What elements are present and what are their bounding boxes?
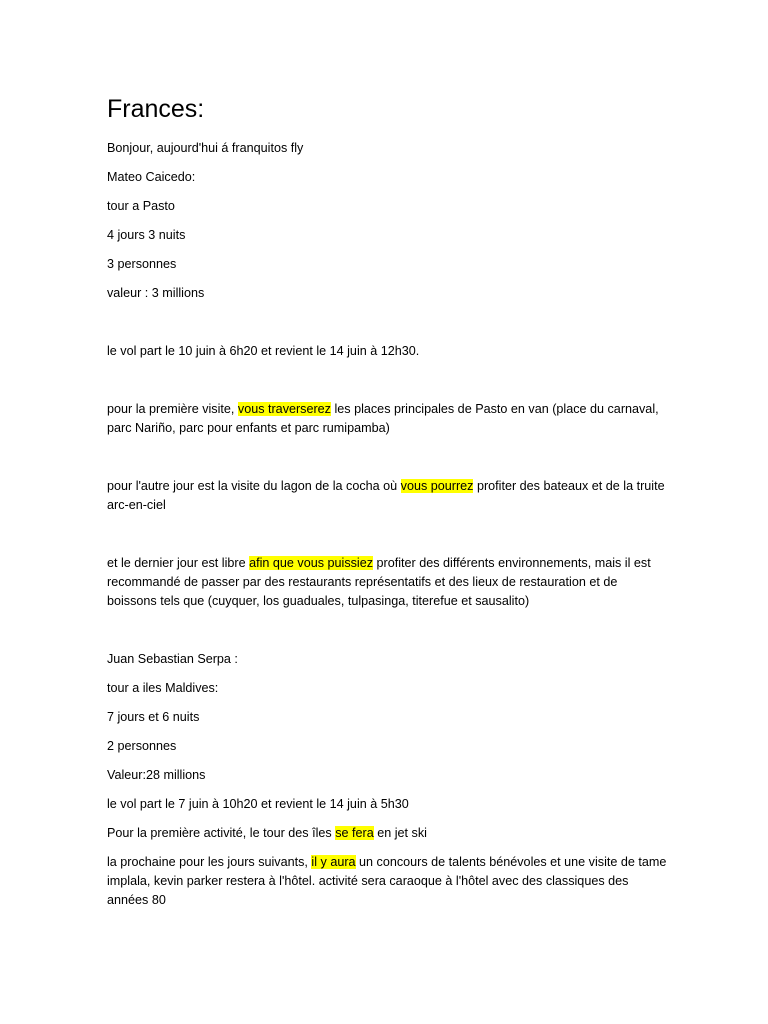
tour1-destination: tour a Pasto (107, 199, 175, 213)
tour1-duration: 4 jours 3 nuits (107, 228, 186, 242)
tour2-flight: le vol part le 7 juin à 10h20 et revient le 14 juin à 5h30 (107, 797, 409, 811)
tour1-day3-text-after: profiter des différents environnements, mais il est recommandé de passer par des restaurants représentatifs et des lieux de restauration et de boissons tels que (cuyquer, los guaduales, tulpasinga, titerefue et sausalito) (107, 556, 651, 608)
document-title: Frances: (107, 95, 205, 123)
tour2-client-name: Juan Sebastian Serpa : (107, 652, 238, 666)
tour2-activity1-text-before: Pour la première activité, le tour des îles (107, 826, 336, 840)
tour1-day1-text-after: les places principales de Pasto en van (place du carnaval, parc Nariño, parc pour enfants et parc rumipamba) (107, 402, 659, 435)
tour2-activity2-text-after: un concours de talents bénévoles et une visite de tame implala, kevin parker restera à l'hôtel. activité sera caraoque à l'hôtel avec des classiques des années 80 (107, 855, 667, 907)
greeting-line: Bonjour, aujourd'hui á franquitos fly (107, 141, 304, 155)
tour2-activity2-text-before: la prochaine pour les jours suivants, (107, 855, 312, 869)
tour1-flight: le vol part le 10 juin à 6h20 et revient le 14 juin à 12h30. (107, 344, 420, 358)
tour2-activity1-text-after: en jet ski (373, 826, 427, 840)
tour1-day1-text-before: pour la première visite, (107, 402, 238, 416)
tour1-day3-paragraph (107, 554, 667, 611)
tour1-people: 3 personnes (107, 257, 177, 271)
tour2-destination: tour a iles Maldives: (107, 681, 219, 695)
tour2-activity2-highlight: il y aura (311, 855, 356, 869)
tour2-activity1-highlight: se fera (335, 826, 374, 840)
tour2-value: Valeur:28 millions (107, 768, 206, 782)
tour2-activity1-paragraph (107, 824, 667, 843)
tour2-activity2-paragraph (107, 853, 667, 910)
tour2-people: 2 personnes (107, 739, 177, 753)
tour1-client-name: Mateo Caicedo: (107, 170, 196, 184)
tour1-day3-text-before: et le dernier jour est libre (107, 556, 250, 570)
tour1-value: valeur : 3 millions (107, 286, 205, 300)
tour1-day2-text-before: pour l'autre jour est la visite du lagon de la cocha où (107, 479, 401, 493)
tour1-day2-paragraph (107, 477, 667, 515)
tour1-day2-text-after: profiter des bateaux et de la truite arc-en-ciel (107, 479, 665, 512)
tour1-day3-highlight: afin que vous puissiez (249, 556, 374, 570)
tour1-day1-paragraph (107, 400, 667, 438)
tour1-day1-highlight: vous traverserez (237, 402, 331, 416)
tour1-day2-highlight: vous pourrez (400, 479, 474, 493)
tour2-duration: 7 jours et 6 nuits (107, 710, 200, 724)
